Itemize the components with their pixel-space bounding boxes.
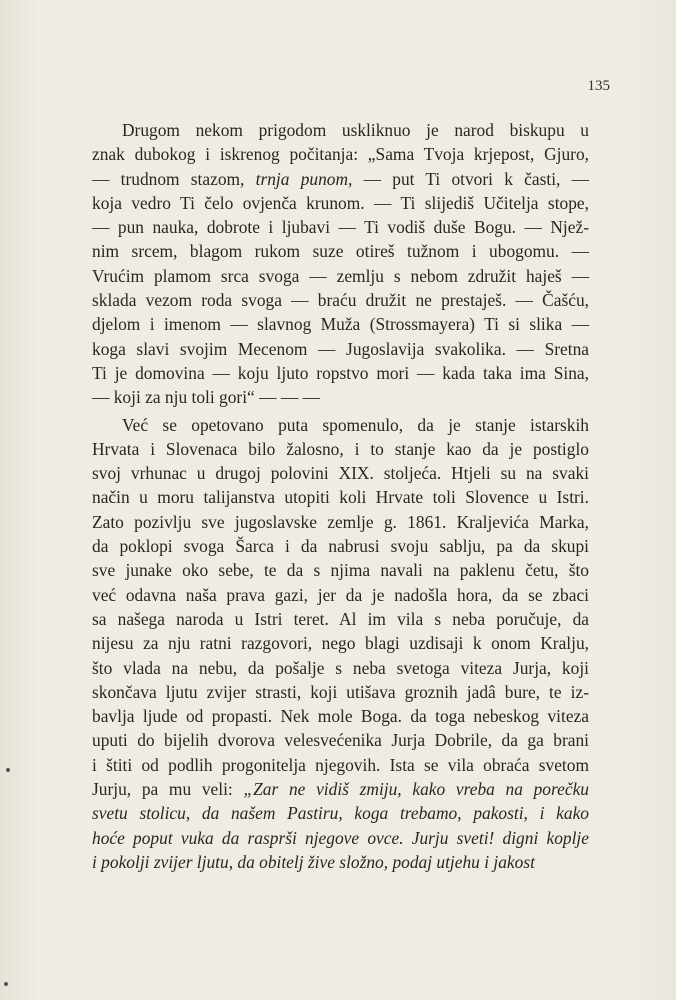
text-line — [92, 607, 589, 631]
text-line — [92, 142, 589, 166]
text-segment: nijesu za nju ratni razgovori, nego blagi uzdisaji k onom Kralju, — [92, 633, 589, 654]
text-segment: sve junake oko sebe, te da s njima navali na paklenu četu, što — [92, 560, 589, 581]
text-line — [92, 558, 589, 582]
text-line — [92, 485, 589, 509]
italic-segment: hoće poput vuka da rasprši njegove ovce. Jurju sveti! digni koplje — [92, 827, 589, 848]
text-segment: — koji za nju toli gori“ — — — — [92, 387, 320, 408]
text-line — [92, 583, 589, 607]
text-segment: — trudnom stazom, — [92, 168, 256, 189]
text-line — [92, 461, 589, 485]
text-segment: već odavna naša prava gazi, jer da je nadošla hora, da se zbaci — [92, 584, 589, 605]
text-segment: uputi do bijelih dvorova velesvećenika Jurja Dobrile, da ga brani — [92, 730, 589, 751]
margin-mark — [4, 982, 8, 986]
text-segment: način u moru talijanstva utopiti koli Hrvate toli Slovence u Istri. — [92, 487, 589, 508]
text-line — [92, 437, 589, 461]
text-segment: sklada vezom roda svoga — braću družit ne prestaješ. — Čašću, — [92, 290, 589, 311]
text-line — [92, 337, 589, 361]
text-segment: Vrućim plamom srca svoga — zemlju s nebom združit haješ — — [92, 265, 589, 286]
page-number: 135 — [587, 78, 610, 94]
text-line — [92, 312, 589, 336]
text-segment: svoj vrhunac u drugoj polovini XIX. stoljeća. Htjeli su na svaki — [92, 463, 589, 484]
margin-mark — [6, 768, 10, 772]
text-line — [92, 656, 589, 680]
text-segment: koja vedro Ti čelo ovjenča krunom. — Ti slijediš Učitelja stope, — [92, 192, 589, 213]
text-segment: znak dubokog i iskrenog počitanja: „Sama Tvoja krjepost, Gjuro, — [92, 144, 589, 165]
text-segment: — put Ti otvori k časti, — — [352, 168, 590, 189]
text-segment: sa našega naroda u Istri teret. Al im vila s neba poručuje, da — [92, 608, 589, 629]
text-line — [92, 728, 589, 752]
text-segment: Već se opetovano puta spomenulo, da je stanje istarskih — [122, 414, 589, 435]
text-segment: da poklopi svoga Šarca i da nabrusi svoju sablju, pa da skupi — [92, 536, 589, 557]
text-line — [92, 413, 589, 437]
text-line — [92, 801, 589, 825]
text-line — [92, 680, 589, 704]
text-segment: koga slavi svojim Mecenom — Jugoslavija svakolika. — Sretna — [92, 338, 589, 359]
italic-segment: trnja punom, — [255, 168, 353, 189]
text-line — [92, 534, 589, 558]
italic-segment: svetu stolicu, da našem Pastiru, koga trebamo, pakosti, i kako — [92, 803, 589, 824]
text-line — [92, 167, 589, 191]
text-segment: nim srcem, blagom rukom suze otireš tužnom i ubogomu. — — [92, 241, 589, 262]
text-line — [92, 704, 589, 728]
text-segment: — pun nauka, dobrote i ljubavi — Ti vodiš duše Bogu. — Njež- — [92, 217, 589, 238]
text-line — [92, 288, 589, 312]
text-line — [92, 510, 589, 534]
text-line — [92, 777, 589, 801]
text-line — [92, 361, 589, 385]
text-line — [92, 191, 589, 215]
text-segment: djelom i imenom — slavnog Muža (Strossmayera) Ti si slika — — [92, 314, 589, 335]
text-line — [92, 850, 589, 874]
text-segment: skončava ljutu zvijer strasti, koji utišava groznih jadâ bure, te iz- — [92, 681, 589, 702]
italic-segment: „Zar ne vidiš zmiju, kako vreba na porečku — [243, 779, 589, 800]
text-segment: bavlja ljude od propasti. Nek mole Boga. da toga nebeskog viteza — [92, 706, 589, 727]
text-line — [92, 753, 589, 777]
text-segment: Jurju, pa mu veli: — [92, 779, 244, 800]
text-segment: i štiti od podlih progonitelja njegovih. Ista se vila obraća svetom — [92, 754, 589, 775]
text-segment: što vlada na nebu, da pošalje s neba svetoga viteza Jurja, koji — [92, 657, 589, 678]
text-line — [92, 631, 589, 655]
text-segment: Drugom nekom prigodom uskliknuo je narod biskupu u — [122, 120, 589, 140]
paragraph — [92, 118, 589, 410]
text-line — [92, 239, 589, 263]
text-segment: Zato pozivlju sve jugoslavske zemlje g. 1861. Kraljevića Marka, — [92, 511, 589, 532]
italic-segment: i pokolji zvijer ljutu, da obitelj žive složno, podaj utjehu i jakost — [92, 851, 535, 872]
text-segment: Ti je domovina — koju ljuto ropstvo mori — kada taka ima Sina, — [92, 362, 589, 383]
text-line — [92, 385, 589, 409]
text-segment: Hrvata i Slovenaca bilo žalosno, i to stanje kao da je postiglo — [92, 438, 589, 459]
body-text — [92, 118, 589, 874]
text-line — [92, 118, 589, 142]
text-line — [92, 264, 589, 288]
text-line — [92, 215, 589, 239]
text-line — [92, 826, 589, 850]
paragraph — [92, 413, 589, 875]
